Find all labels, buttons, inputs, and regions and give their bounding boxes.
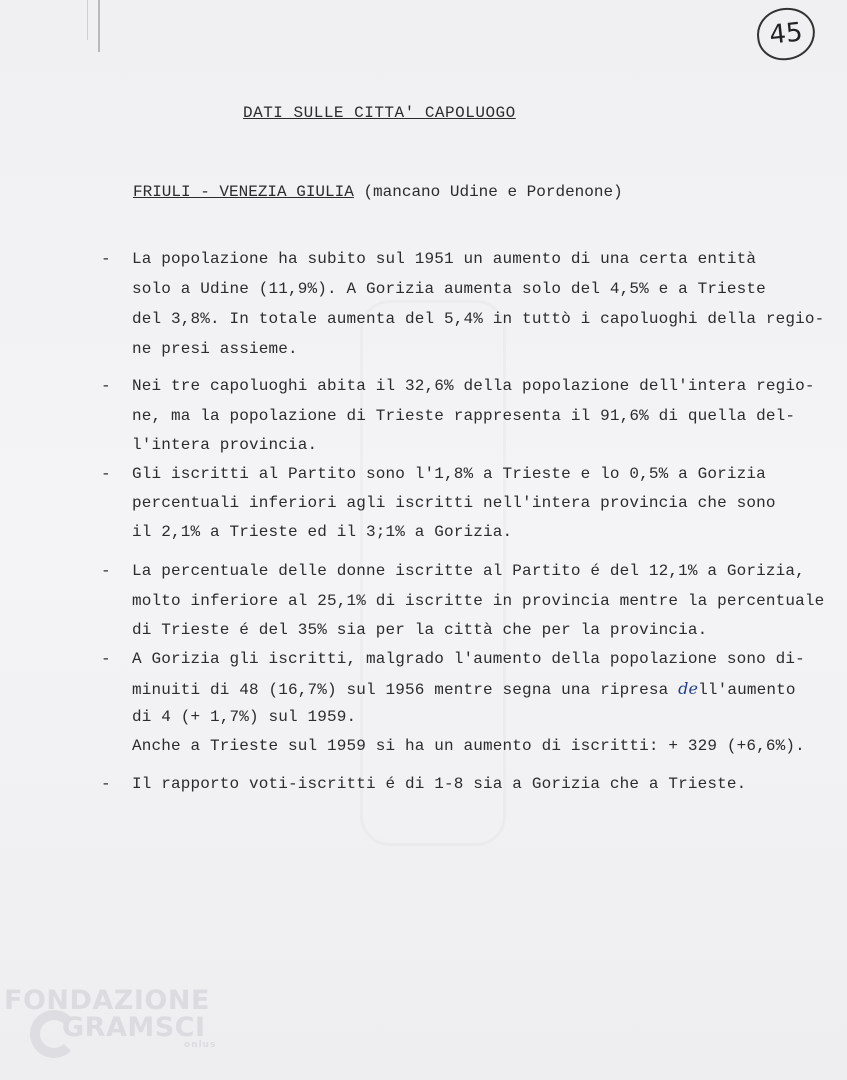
text-line: percentuali inferiori agli iscritti nell'intera provincia che sono (132, 494, 776, 512)
folio-number: 45 (754, 5, 817, 63)
handwritten-correction: de (678, 679, 699, 698)
region-note: (mancano Udine e Pordenone) (353, 183, 623, 201)
text-line: solo a Udine (11,9%). A Gorizia aumenta solo del 4,5% e a Trieste (132, 280, 766, 298)
text-line: La popolazione ha subito sul 1951 un aumento di una certa entità (132, 250, 757, 268)
watermark-line: onlus (184, 1040, 217, 1050)
watermark-line: FONDAZIONE (4, 985, 210, 1016)
bullet-dash: - (101, 775, 111, 793)
text-line: l'intera provincia. (132, 436, 318, 454)
region-name: FRIULI - VENEZIA GIULIA (133, 183, 354, 201)
text-line: Il rapporto voti-iscritti é di 1-8 sia a Gorizia che a Trieste. (132, 775, 747, 793)
watermark-line: GRAMSCI (62, 1012, 206, 1043)
text-line: Gli iscritti al Partito sono l'1,8% a Trieste e lo 0,5% a Gorizia (132, 465, 766, 483)
text-line-part: minuiti di 48 (16,7%) sul 1956 mentre segna una ripresa (132, 681, 679, 699)
text-line: del 3,8%. In totale aumenta del 5,4% in tuttò i capoluoghi della regio- (132, 310, 825, 328)
text-line-part: ll'aumento (698, 681, 796, 699)
text-line (132, 679, 796, 699)
text-line: il 2,1% a Trieste ed il 3;1% a Gorizia. (132, 523, 513, 541)
text-line: A Gorizia gli iscritti, malgrado l'aumento della popolazione sono di- (132, 650, 805, 668)
text-line: di Trieste é del 35% sia per la città che per la provincia. (132, 621, 708, 639)
region-heading (133, 183, 623, 201)
bullet-dash: - (101, 562, 111, 580)
bullet-dash: - (101, 465, 111, 483)
text-line: ne presi assieme. (132, 340, 298, 358)
text-line: Nei tre capoluoghi abita il 32,6% della popolazione dell'intera regio- (132, 377, 815, 395)
text-line: ne, ma la popolazione di Trieste rappresenta il 91,6% di quella del- (132, 407, 796, 425)
text-line: di 4 (+ 1,7%) sul 1959. (132, 708, 357, 726)
margin-mark (98, 0, 100, 52)
bullet-dash: - (101, 377, 111, 395)
bullet-dash: - (101, 250, 111, 268)
margin-mark (87, 0, 88, 40)
text-line: Anche a Trieste sul 1959 si ha un aumento di iscritti: + 329 (+6,6%). (132, 737, 805, 755)
document-title: DATI SULLE CITTA' CAPOLUOGO (243, 104, 516, 122)
text-line: La percentuale delle donne iscritte al Partito é del 12,1% a Gorizia, (132, 562, 805, 580)
watermark (4, 987, 216, 1050)
text-line: molto inferiore al 25,1% di iscritte in provincia mentre la percentuale (132, 592, 825, 610)
bullet-dash: - (101, 650, 111, 668)
